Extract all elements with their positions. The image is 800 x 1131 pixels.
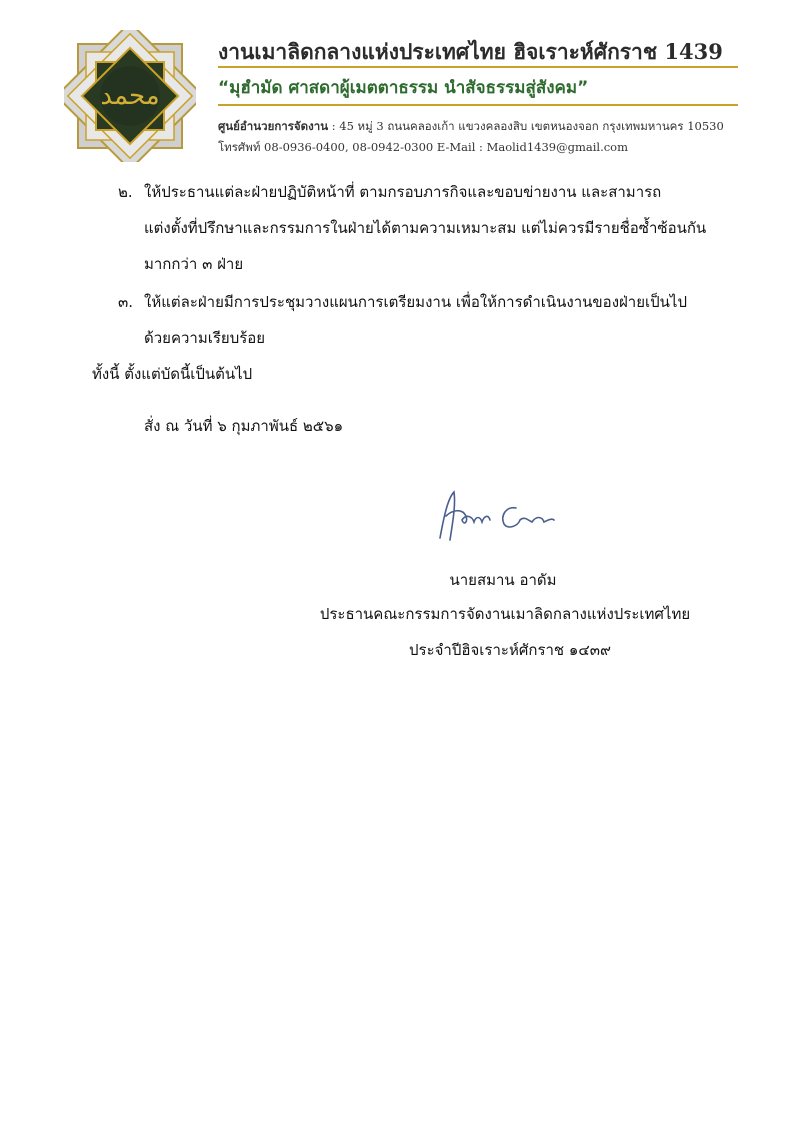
- effective-statement: ทั้งนี้ ตั้งแต่บัดนี้เป็นต้นไป: [92, 365, 253, 383]
- item-number: ๓.: [118, 293, 134, 311]
- organization-logo: [64, 30, 196, 162]
- header-title: งานเมาลิดกลางแห่งประเทศไทย ฮิจเราะห์ศักราช 1439: [218, 39, 723, 64]
- item-text: ให้ประธานแต่ละฝ่ายปฏิบัติหน้าที่ ตามกรอบภารกิจและขอบข่ายงาน และสามารถ: [144, 183, 662, 201]
- header-divider: [218, 66, 738, 68]
- header-slogan: “มุฮำมัด ศาสดาผู้เมตตาธรรม นำสัจธรรมสู่สังคม”: [218, 78, 589, 98]
- phone-line: [218, 139, 628, 157]
- order-date: สั่ง ณ วันที่ ๖ กุมภาพันธ์ ๒๕๖๑: [144, 417, 344, 435]
- phone-label: โทรศัพท์: [218, 140, 261, 154]
- item-2-line-2: แต่งตั้งที่ปรึกษาและกรรมการในฝ่ายได้ตามความเหมาะสม แต่ไม่ควรมีรายชื่อซ้ำซ้อนกัน: [144, 219, 707, 237]
- address-line: [218, 118, 724, 136]
- logo-calligraphy: محمد: [100, 81, 160, 111]
- item-text: ให้แต่ละฝ่ายมีการประชุมวางแผนการเตรียมงาน เพื่อให้การดำเนินงานของฝ่ายเป็นไป: [144, 293, 687, 311]
- address-label: ศูนย์อำนวยการจัดงาน: [218, 119, 329, 133]
- item-number: ๒.: [118, 183, 133, 201]
- item-2-line-1: [118, 174, 661, 210]
- header-divider: [218, 104, 738, 106]
- phone-text: 08-0936-0400, 08-0942-0300 E-Mail : Maolid1439@gmail.com: [260, 140, 629, 154]
- item-2-line-3: มากกว่า ๓ ฝ่าย: [144, 255, 244, 273]
- signatory-year: ประจำปีฮิจเราะห์ศักราช ๑๔๓๙: [408, 641, 611, 659]
- signatory-position: ประธานคณะกรรมการจัดงานเมาลิดกลางแห่งประเทศไทย: [319, 605, 691, 623]
- signatory-name: นายสมาน อาดัม: [449, 571, 557, 589]
- handwritten-signature: [432, 486, 562, 546]
- address-text: : 45 หมู่ 3 ถนนคลองเก้า แขวงคลองสิบ เขตหนองจอก กรุงเทพมหานคร 10530: [328, 119, 724, 133]
- item-3-line-2: ด้วยความเรียบร้อย: [144, 329, 266, 347]
- item-3-line-1: [118, 284, 687, 320]
